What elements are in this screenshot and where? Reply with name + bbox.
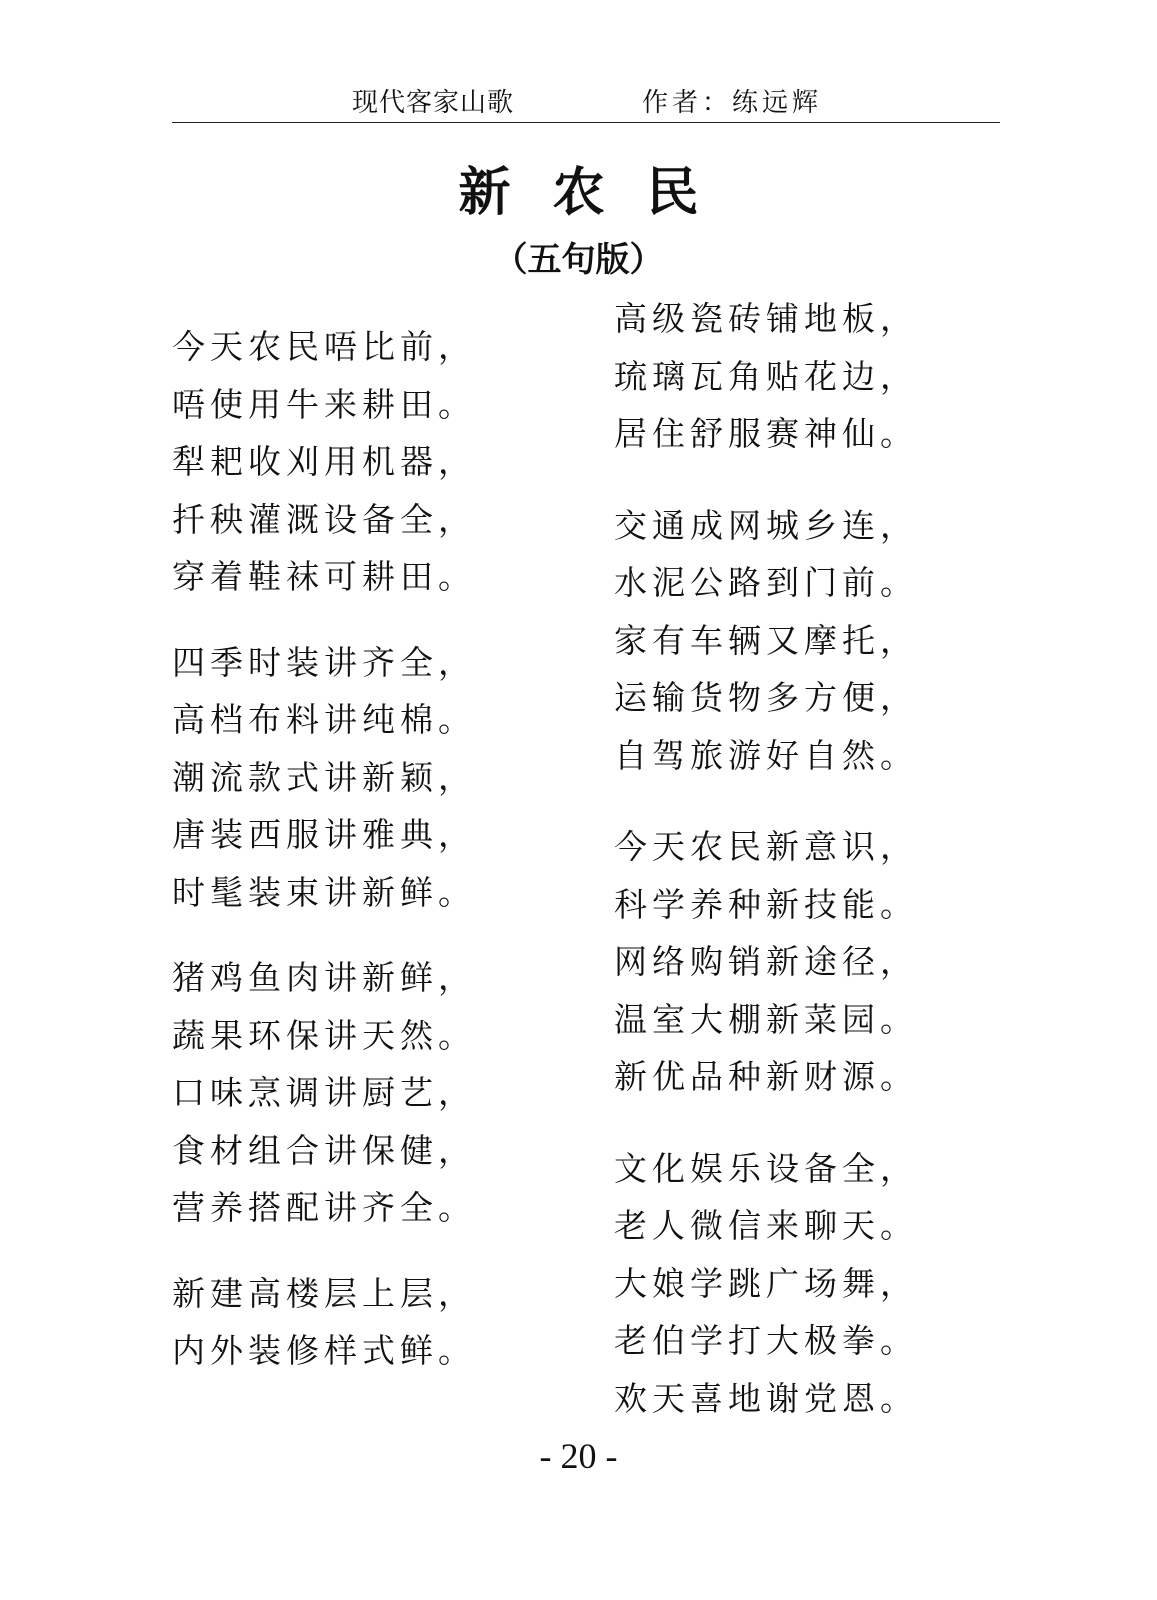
stanza xyxy=(614,497,918,785)
poem-line: 新优品种新财源。 xyxy=(614,1057,918,1096)
poem-line: 今天农民唔比前， xyxy=(172,327,476,366)
poem-line: 潮流款式讲新颖， xyxy=(172,757,476,797)
poem-line: 家有车辆又摩托， xyxy=(614,620,918,660)
poem-line: 营养搭配讲齐全。 xyxy=(172,1188,476,1227)
right-column xyxy=(614,290,918,1427)
stanza xyxy=(614,1140,918,1428)
poem-line: 高档布料讲纯棉。 xyxy=(172,700,476,739)
poem-line: 水泥公路到门前。 xyxy=(614,563,918,602)
poem-line: 唐装西服讲雅典， xyxy=(172,815,476,854)
poem-line: 运输货物多方便， xyxy=(614,678,918,717)
author-credit: 作者：练远辉 xyxy=(642,88,823,118)
left-column xyxy=(172,318,476,1380)
poem-line: 琉璃瓦角贴花边， xyxy=(614,356,918,396)
stanza xyxy=(614,818,918,1106)
poem-line: 猪鸡鱼肉讲新鲜， xyxy=(172,958,476,997)
poem-line: 老伯学打大极拳。 xyxy=(614,1321,918,1360)
poem-line: 口味烹调讲厨艺， xyxy=(172,1073,476,1112)
poem-line: 高级瓷砖铺地板， xyxy=(614,299,918,338)
poem-line: 四季时装讲齐全， xyxy=(172,642,476,682)
stanza xyxy=(172,1265,476,1380)
poem-line: 犁耙收刈用机器， xyxy=(172,442,476,481)
poem-line: 欢天喜地谢党恩。 xyxy=(614,1378,918,1418)
poem-line: 蔬果环保讲天然。 xyxy=(172,1015,476,1055)
poem-line: 居住舒服赛神仙。 xyxy=(614,414,918,453)
poem-line: 新建高楼层上层， xyxy=(172,1273,476,1313)
poem-line: 内外装修样式鲜。 xyxy=(172,1331,476,1370)
stanza xyxy=(172,949,476,1237)
poem-line: 网络购销新途径， xyxy=(614,942,918,981)
page-number: - 20 - xyxy=(539,1436,618,1476)
poem-title: 新农民 xyxy=(458,163,741,223)
poem-line: 扦秧灌溉设备全， xyxy=(172,499,476,539)
poem-line: 交通成网城乡连， xyxy=(614,505,918,545)
poem-line: 大娘学跳广场舞， xyxy=(614,1263,918,1303)
poem-line: 穿着鞋袜可耕田。 xyxy=(172,557,476,596)
poem-line: 温室大棚新菜园。 xyxy=(614,999,918,1039)
poem-line: 科学养种新技能。 xyxy=(614,884,918,924)
book-title: 现代客家山歌 xyxy=(352,88,515,118)
stanza xyxy=(614,290,918,463)
poem-line: 文化娱乐设备全， xyxy=(614,1148,918,1188)
stanza xyxy=(172,318,476,606)
poem-line: 自驾旅游好自然。 xyxy=(614,735,918,775)
poem-line: 时髦装束讲新鲜。 xyxy=(172,872,476,912)
running-header xyxy=(172,82,1000,123)
poem-line: 唔使用牛来耕田。 xyxy=(172,384,476,424)
poem-line: 老人微信来聊天。 xyxy=(614,1206,918,1245)
poem-line: 食材组合讲保健， xyxy=(172,1130,476,1170)
poem-subtitle: （五句版） xyxy=(493,240,664,280)
poem-line: 今天农民新意识， xyxy=(614,827,918,866)
stanza xyxy=(172,634,476,922)
